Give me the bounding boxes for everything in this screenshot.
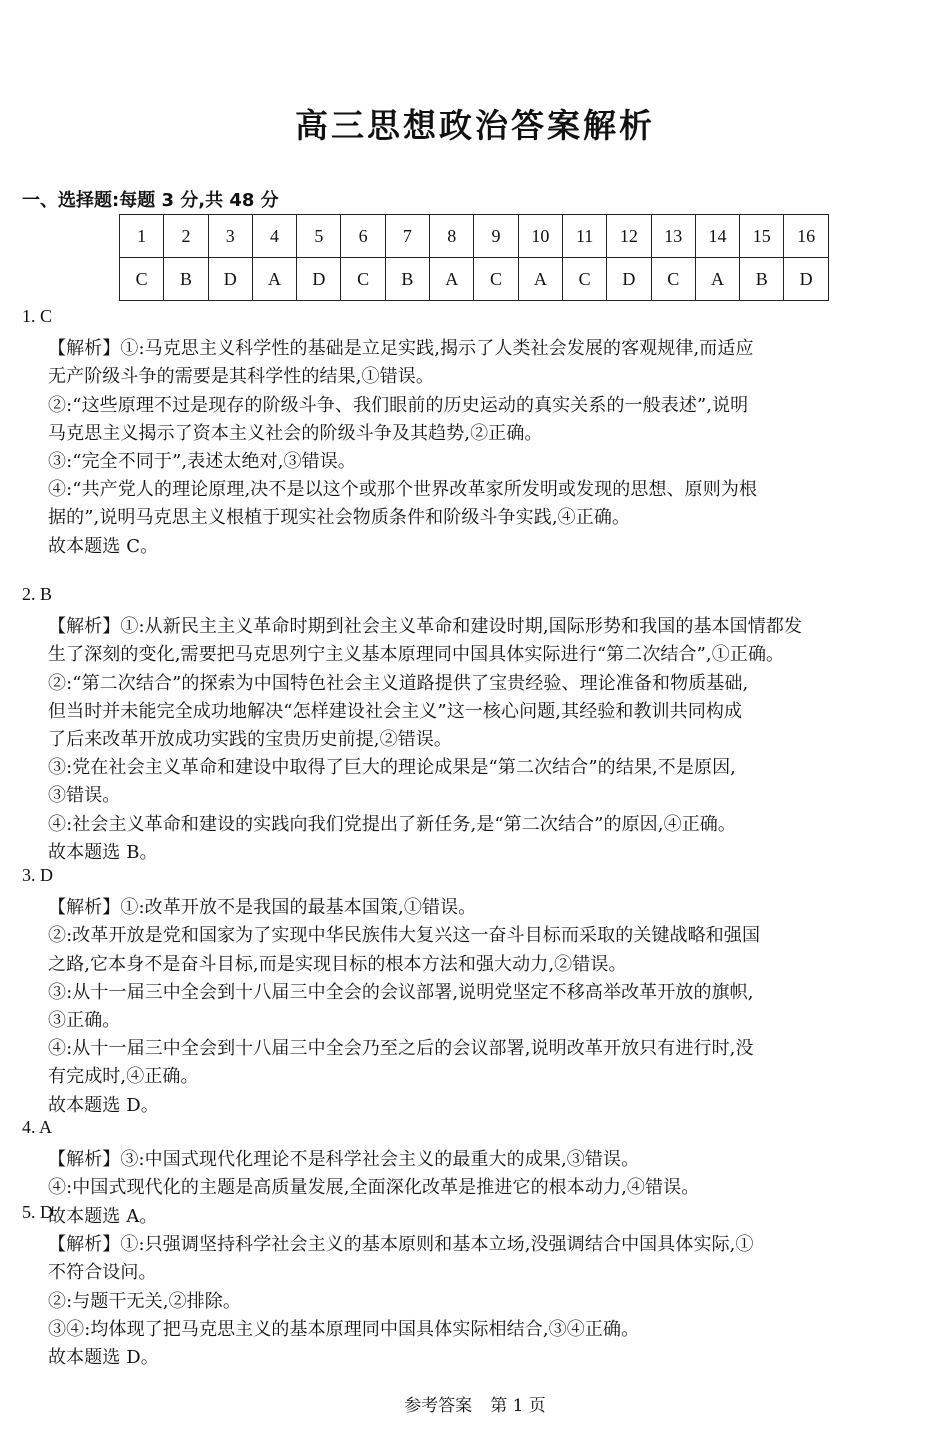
page-footer bbox=[0, 1391, 950, 1416]
explanation-line: 但当时并未能完全成功地解决“怎样建设社会主义”这一核心问题,其经验和教训共同构成 bbox=[48, 700, 743, 722]
question-label: 1. C bbox=[22, 306, 53, 326]
answer-cell: D bbox=[297, 258, 341, 301]
question-number-cell: 3 bbox=[208, 215, 252, 258]
explanation-line: 据的”,说明马克思主义根植于现实社会物质条件和阶级斗争实践,④正确。 bbox=[48, 507, 631, 529]
section-heading: 一、选择题:每题 3 分,共 48 分 bbox=[22, 190, 279, 211]
explanation-line: ③:党在社会主义革命和建设中取得了巨大的理论成果是“第二次结合”的结果,不是原因, bbox=[48, 757, 737, 779]
question-number-cell: 4 bbox=[252, 215, 296, 258]
question-label: 3. D bbox=[22, 865, 53, 885]
explanation-line: 【解析】①:从新民主主义革命时期到社会主义革命和建设时期,国际形势和我国的基本国情都发 bbox=[48, 616, 803, 638]
explanation-line: ④:“共产党人的理论原理,决不是以这个或那个世界改革家所发明或发现的思想、原则为根 bbox=[48, 479, 758, 501]
explanation-line: ③正确。 bbox=[48, 1010, 121, 1031]
answer-cell: C bbox=[474, 258, 518, 301]
page-number: 第 1 页 bbox=[490, 1396, 546, 1416]
question-number-cell: 15 bbox=[740, 215, 784, 258]
answer-cell: A bbox=[518, 258, 562, 301]
explanation-line: 故本题选 C。 bbox=[48, 535, 159, 557]
question-label: 2. B bbox=[22, 584, 53, 604]
question-number-cell: 9 bbox=[474, 215, 518, 258]
footer-label: 参考答案 bbox=[404, 1396, 473, 1416]
question-number-cell: 2 bbox=[164, 215, 208, 258]
answer-cell: B bbox=[740, 258, 784, 301]
question-number-cell: 11 bbox=[562, 215, 606, 258]
question-number-cell: 1 bbox=[120, 215, 164, 258]
answer-cell: A bbox=[430, 258, 474, 301]
explanation-line: 有完成时,④正确。 bbox=[48, 1066, 199, 1088]
explanation-line: 马克思主义揭示了资本主义社会的阶级斗争及其趋势,②正确。 bbox=[48, 422, 543, 444]
explanation-line: 【解析】①:改革开放不是我国的最基本国策,①错误。 bbox=[48, 897, 477, 919]
question-label: 5. D bbox=[22, 1202, 53, 1222]
question-number-cell: 10 bbox=[518, 215, 562, 258]
explanation-line: 【解析】③:中国式现代化理论不是科学社会主义的最重大的成果,③错误。 bbox=[48, 1149, 640, 1171]
explanation-line: ②:“这些原理不过是现存的阶级斗争、我们眼前的历史运动的真实关系的一般表述”,说明 bbox=[48, 394, 749, 416]
explanation-line: ②:与题干无关,②排除。 bbox=[48, 1290, 241, 1312]
explanation-line: ④:社会主义革命和建设的实践向我们党提出了新任务,是“第二次结合”的原因,④正确。 bbox=[48, 813, 737, 835]
explanation-line: 了后来改革开放成功实践的宝贵历史前提,②错误。 bbox=[48, 729, 453, 750]
answer-table-answer-row bbox=[120, 258, 829, 301]
answer-cell: D bbox=[784, 258, 828, 301]
question-number-cell: 14 bbox=[695, 215, 739, 258]
explanation-line: 无产阶级斗争的需要是其科学性的结果,①错误。 bbox=[48, 366, 434, 388]
answer-cell: C bbox=[341, 258, 385, 301]
page-title: 高三思想政治答案解析 bbox=[295, 106, 655, 145]
explanation-line: 故本题选 D。 bbox=[48, 1347, 159, 1368]
answer-cell: D bbox=[607, 258, 651, 301]
explanation-line: 故本题选 A。 bbox=[48, 1205, 158, 1227]
explanation-line: ④:从十一届三中全会到十八届三中全会乃至之后的会议部署,说明改革开放只有进行时,没 bbox=[48, 1038, 754, 1060]
question-number-cell: 6 bbox=[341, 215, 385, 258]
answer-cell: B bbox=[385, 258, 429, 301]
answer-cell: A bbox=[252, 258, 296, 301]
explanation-line: ③:从十一届三中全会到十八届三中全会的会议部署,说明党坚定不移高举改革开放的旗帜, bbox=[48, 981, 754, 1003]
explanation-line: ③:“完全不同于”,表述太绝对,③错误。 bbox=[48, 451, 356, 472]
explanation-line: 生了深刻的变化,需要把马克思列宁主义基本原理同中国具体实际进行“第二次结合”,①正确。 bbox=[48, 644, 785, 666]
explanation-line: 故本题选 D。 bbox=[48, 1094, 159, 1116]
explanation-line: 之路,它本身不是奋斗目标,而是实现目标的根本方法和强大动力,②错误。 bbox=[48, 953, 627, 975]
question-number-cell: 13 bbox=[651, 215, 695, 258]
explanation-line: 故本题选 B。 bbox=[48, 841, 158, 863]
explanation-line: ②:改革开放是党和国家为了实现中华民族伟大复兴这一奋斗目标而采取的关键战略和强国 bbox=[48, 925, 761, 947]
question-label: 4. A bbox=[22, 1117, 53, 1137]
answer-cell: A bbox=[695, 258, 739, 301]
explanation-line: ③错误。 bbox=[48, 785, 121, 807]
answer-cell: C bbox=[651, 258, 695, 301]
question-number-cell: 5 bbox=[297, 215, 341, 258]
question-number-cell: 16 bbox=[784, 215, 828, 258]
explanation-line: ④:中国式现代化的主题是高质量发展,全面深化改革是推进它的根本动力,④错误。 bbox=[48, 1177, 700, 1199]
answer-cell: C bbox=[562, 258, 606, 301]
answer-cell: C bbox=[120, 258, 164, 301]
answer-table-number-row bbox=[120, 215, 829, 258]
explanation-line: ②:“第二次结合”的探索为中国特色社会主义道路提供了宝贵经验、理论准备和物质基础, bbox=[48, 672, 749, 694]
explanation-line: 不符合设问。 bbox=[48, 1262, 157, 1284]
answer-cell: D bbox=[208, 258, 252, 301]
explanation-line: ③④:均体现了把马克思主义的基本原理同中国具体实际相结合,③④正确。 bbox=[48, 1318, 640, 1340]
answer-table bbox=[119, 214, 829, 301]
explanation-line: 【解析】①:只强调坚持科学社会主义的基本原则和基本立场,没强调结合中国具体实际,① bbox=[48, 1234, 754, 1256]
explanation-line: 【解析】①:马克思主义科学性的基础是立足实践,揭示了人类社会发展的客观规律,而适应 bbox=[48, 338, 754, 360]
question-number-cell: 8 bbox=[430, 215, 474, 258]
question-number-cell: 12 bbox=[607, 215, 651, 258]
question-number-cell: 7 bbox=[385, 215, 429, 258]
answer-cell: B bbox=[164, 258, 208, 301]
